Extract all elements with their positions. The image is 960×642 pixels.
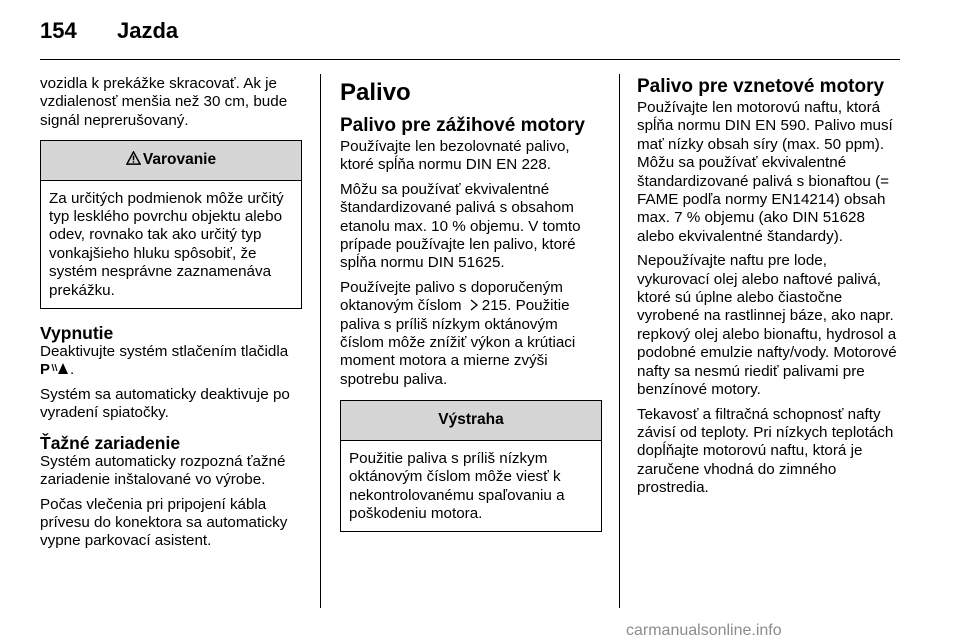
warning-title: Varovanie xyxy=(142,151,217,169)
warning-box-header xyxy=(41,141,301,180)
column-left xyxy=(40,75,302,557)
deactivation-text-end: . xyxy=(70,361,75,379)
warning-box xyxy=(40,140,302,309)
octane-text: Používejte palivo s doporučeným oktanovým číslom xyxy=(340,278,563,315)
page-number: 154 xyxy=(40,18,77,43)
diesel-paragraph-2: Nepoužívajte naftu pre lode, vykurovací olej alebo naftové palivá, ktoré sú úplne alebo čiastočne vyrobené na rastlinnej báze, ako napr. repkový olej alebo bionaftu, hydrosol a podobné emulzie nafty/vody. Motorové nafty sa nesmú riediť palivami pre benzínové motory. xyxy=(637,252,897,399)
column-divider-left xyxy=(320,74,321,608)
column-middle xyxy=(340,75,602,546)
deactivation-heading: Vypnutie xyxy=(40,323,114,344)
column-right xyxy=(637,75,899,504)
petrol-paragraph-3 xyxy=(340,279,602,389)
petrol-heading: Palivo pre zážihové motory xyxy=(340,115,585,136)
deactivation-text: Deaktivujte systém stlačením tlačidla xyxy=(40,343,289,361)
diesel-paragraph-1: Používajte len motorovú naftu, ktorá spĺňa normu DIN EN 590. Palivo musí mať nízky obsah síry (max. 50 ppm). Môžu sa používať ekvivalentné štandardizované palivá s bionaftou (= FAME podľa normy EN14214) obsah max. 7 % objemu (ako DIN 51628 alebo ekvivalentné štandardy). xyxy=(637,99,893,245)
intro-paragraph: vozidla k prekážke skracovať. Ak je vzdialenosť menšia než 30 cm, bude signál neprerušovaný. xyxy=(40,75,288,129)
diesel-paragraph-3: Tekavosť a filtračná schopnosť nafty závisí od teploty. Pri nízkych teplotách dopĺňajte motorovú naftu, ktorá je zaručene vhodná do zimného prostredia. xyxy=(637,405,894,497)
column-divider-right xyxy=(619,74,620,608)
towing-heading: Ťažné zariadenie xyxy=(40,432,181,453)
caution-text: Použitie paliva s príliš nízkym oktánovým číslom môže viesť k nekontrolovanému spaľovaniu a poškodeniu motora. xyxy=(349,449,565,522)
sensor-waves-icon xyxy=(50,361,70,375)
warning-text: Za určitých podmienok môže určitý typ lesklého povrchu objektu alebo odev, rovnako tak ako určitý typ vonkajšieho hluku spôsobiť, že systém nesprávne zaznamenáva prekážku. xyxy=(49,189,284,299)
watermark: carmanualsonline.info xyxy=(626,622,782,639)
page-reference-arrow-icon xyxy=(468,299,480,311)
chapter-title: Palivo xyxy=(340,79,411,106)
deactivation-auto-paragraph: Systém sa automaticky deaktivuje po vyradení spiatočky. xyxy=(40,385,290,422)
caution-box-header: Výstraha xyxy=(341,401,601,440)
section-title: Jazda xyxy=(117,18,179,43)
header-rule xyxy=(40,59,900,60)
diesel-heading: Palivo pre vznetové motory xyxy=(637,76,885,97)
page-reference-link[interactable]: 215 xyxy=(481,297,508,315)
deactivation-paragraph xyxy=(40,343,302,380)
warning-triangle-icon xyxy=(126,151,141,165)
caution-box xyxy=(340,400,602,532)
towing-paragraph-1: Systém automaticky rozpozná ťažné zariadenie inštalované vo výrobe. xyxy=(40,452,286,489)
petrol-paragraph-1: Používajte len bezolovnaté palivo, ktoré spĺňa normu DIN EN 228. xyxy=(340,138,570,174)
parking-assist-button-icon xyxy=(40,361,70,379)
parking-button-letter: P xyxy=(40,361,51,379)
octane-text-cont: . Použitie paliva s príliš nízkym oktánovým číslom môže znížiť výkon a krútiaci moment motora a mierne zvýši spotrebu paliva. xyxy=(340,297,576,388)
petrol-paragraph-2: Môžu sa používať ekvivalentné štandardizované palivá s obsahom etanolu max. 10 % objemu. V tomto prípade používajte len palivo, ktoré spĺňa normu DIN 51625. xyxy=(340,180,581,272)
towing-paragraph-2: Počas vlečenia pri pripojení kábla prívesu do konektora sa automaticky vypne parkovací asistent. xyxy=(40,495,288,550)
